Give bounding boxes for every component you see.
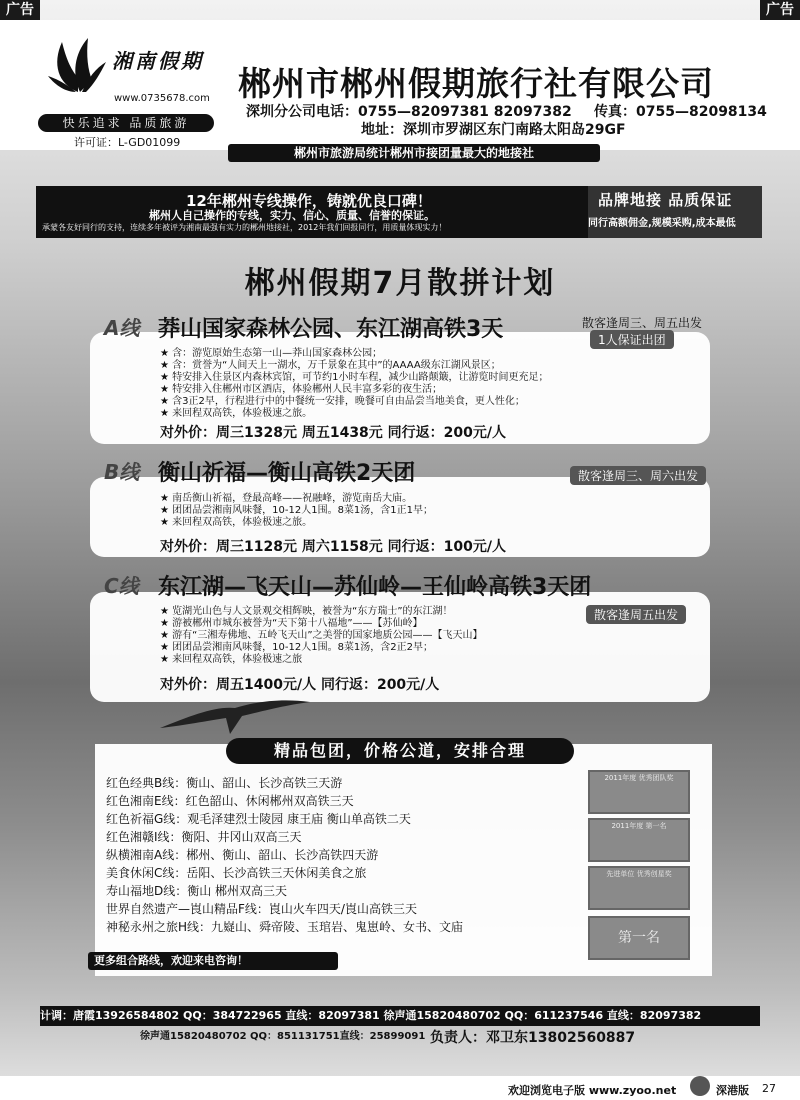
route-price-c: 对外价：周五1400元/人 同行返：200元/人 <box>160 677 440 693</box>
route-price-a: 对外价：周三1328元 周五1438元 同行返：200元/人 <box>160 425 507 441</box>
promo-banner <box>36 186 762 238</box>
promo-right-sub: 同行高额佣金,规模采购,成本最低 <box>588 218 736 229</box>
route-tag-a: A线 <box>104 316 140 340</box>
bullet: ★ 南岳衡山祈福，登最高峰——祝融峰，游览南岳大庙。 <box>160 493 413 504</box>
logo-url: www.0735678.com <box>114 93 210 104</box>
package-item: 红色湘赣I线：衡阳、井冈山双高三天 <box>106 830 302 844</box>
package-item: 寿山福地D线：衡山 郴州双高三天 <box>106 884 288 898</box>
package-item: 纵横湘南A线：郴州、衡山、韶山、长沙高铁四天游 <box>106 848 379 862</box>
promo-line1: 12年郴州专线操作，铸就优良口碑！ <box>186 192 432 210</box>
contact-fax: 传真：0755—82098134 <box>594 104 767 120</box>
promo-line2: 郴州人自己操作的专线，实力、信心、质量、信誉的保证。 <box>149 209 435 222</box>
bullet: ★ 含：游览原始生态第一山—莽山国家森林公园； <box>160 348 383 359</box>
promo-right-title: 品牌地接 品质保证 <box>598 191 733 209</box>
package-item: 红色祈福G线：观毛泽建烈士陵园 康王庙 衡山单高铁二天 <box>106 812 411 826</box>
route-title-c: 东江湖—飞天山—苏仙岭—王仙岭高铁3天团 <box>158 575 592 600</box>
contact-phone: 深圳分公司电话：0755—82097381 82097382 <box>246 104 572 120</box>
route-schedule-a: 散客逢周三、周五出发 <box>582 316 703 330</box>
bullet: ★ 含：赏誉为“人间天上一湖水，万千景象在其中”的AAAA级东江湖风景区； <box>160 360 501 371</box>
company-name: 郴州市郴州假期旅行社有限公司 <box>238 64 714 103</box>
promo-line3: 承蒙各友好同行的支持，连续多年被评为湘南最强有实力的郴州地接社，2012年我们回报同行，用质量体现实力！ <box>42 223 447 232</box>
package-item: 红色经典B线：衡山、韶山、长沙高铁三天游 <box>106 776 343 790</box>
package-header: 精品包团，价格公道，安排合理 <box>226 738 574 764</box>
package-item: 美食休闲C线：岳阳、长沙高铁三天休闲美食之旅 <box>106 866 367 880</box>
plan-title: 郴州假期7月散拼计划 <box>244 266 556 301</box>
route-title-a: 莽山国家森林公园、东江湖高铁3天 <box>158 317 504 342</box>
footer-edition: 深港版 <box>716 1084 749 1097</box>
package-list <box>106 774 463 936</box>
license: 许可证：L-GD01099 <box>74 136 181 149</box>
footer-logo-icon <box>690 1076 710 1096</box>
swirl-logo-icon <box>48 34 108 94</box>
page-number: 27 <box>762 1082 776 1095</box>
bullet: ★ 特安排入住景区内森林宾馆，可节约1小时车程，减少山路颠簸，让游览时间更充足； <box>160 372 549 383</box>
package-item: 红色湘南E线：红色韶山、休闲郴州双高铁三天 <box>106 794 354 808</box>
motto: 快乐追求 品质旅游 <box>38 114 214 132</box>
bullet: ★ 含3正2早，行程进行中的中餐统一安排，晚餐可自由品尝当地美食，更人性化； <box>160 396 525 407</box>
route-bullets-b <box>160 493 433 529</box>
certificate-4: 第一名 <box>588 916 690 960</box>
bullet: ★ 览湖光山色与人文景观交相辉映，被誉为“东方瑞士”的东江湖！ <box>160 606 453 617</box>
route-tag-b: B线 <box>104 460 140 484</box>
route-bullets-c <box>160 606 483 666</box>
logo-name: 湘南假期 <box>112 49 204 73</box>
bullet: ★ 来回程双高铁，体验极速之旅。 <box>160 408 313 419</box>
ad-tag-left: 广告 <box>0 0 40 20</box>
contacts-line1: 计调：唐霞13926584802 QQ：384722965 直线：82097381 徐声通15820480702 QQ：611237546 直线：82097382 <box>40 1006 760 1026</box>
route-schedule-c: 散客逢周五出发 <box>586 605 686 624</box>
stat-bar: 郴州市旅游局统计郴州市接团量最大的地接社 <box>228 144 600 162</box>
certificate-1: 2011年度 优秀团队奖 <box>588 770 690 814</box>
footer <box>0 1076 800 1100</box>
bullet: ★ 团团品尝湘南风味餐，10-12人1围。8菜1汤，含1正1早； <box>160 505 434 516</box>
crane-bird-icon <box>160 694 310 734</box>
route-bullets-a <box>160 348 549 420</box>
responsible-person: 负责人：邓卫东13802560887 <box>430 1030 636 1046</box>
bullet: ★ 来回程双高铁，体验极速之旅。 <box>160 517 313 528</box>
package-item: 神秘永州之旅H线：九嶷山、舜帝陵、玉琯岩、鬼崽岭、女书、文庙 <box>106 920 464 934</box>
route-price-b: 对外价：周三1128元 周六1158元 同行返：100元/人 <box>160 539 507 555</box>
ad-tag-right: 广告 <box>760 0 800 20</box>
route-badge-a: 1人保证出团 <box>590 330 674 349</box>
certificate-2: 2011年度 第一名 <box>588 818 690 862</box>
route-tag-c: C线 <box>104 574 139 598</box>
bullet: ★ 游被郴州市城东被誉为“天下第十八福地”——【苏仙岭】 <box>160 618 423 629</box>
contacts-line2: 徐声通15820480702 QQ：851131751直线：25899091 <box>140 1031 426 1042</box>
certificate-3: 先进单位 优秀创星奖 <box>588 866 690 910</box>
package-item: 世界自然遗产—崀山精品F线：崀山火车四天/崀山高铁三天 <box>106 902 417 916</box>
bullet: ★ 团团品尝湘南风味餐，10-12人1围。8菜1汤，含2正2早； <box>160 642 434 653</box>
footer-text: 欢迎浏览电子版 www.zyoo.net <box>508 1084 677 1097</box>
route-schedule-b: 散客逢周三、周六出发 <box>570 466 706 485</box>
address: 地址：深圳市罗湖区东门南路太阳岛29GF <box>361 122 626 138</box>
bullet: ★ 来回程双高铁，体验极速之旅 <box>160 654 303 665</box>
route-title-b: 衡山祈福—衡山高铁2天团 <box>158 461 416 486</box>
bullet: ★ 特安排入住郴州市区酒店，体验郴州人民丰富多彩的夜生活； <box>160 384 443 395</box>
bullet: ★ 游有“三湘寿佛地、五岭飞天山”之美誉的国家地质公园——【飞天山】 <box>160 630 483 641</box>
package-footer: 更多组合路线，欢迎来电咨询！ <box>88 952 338 970</box>
